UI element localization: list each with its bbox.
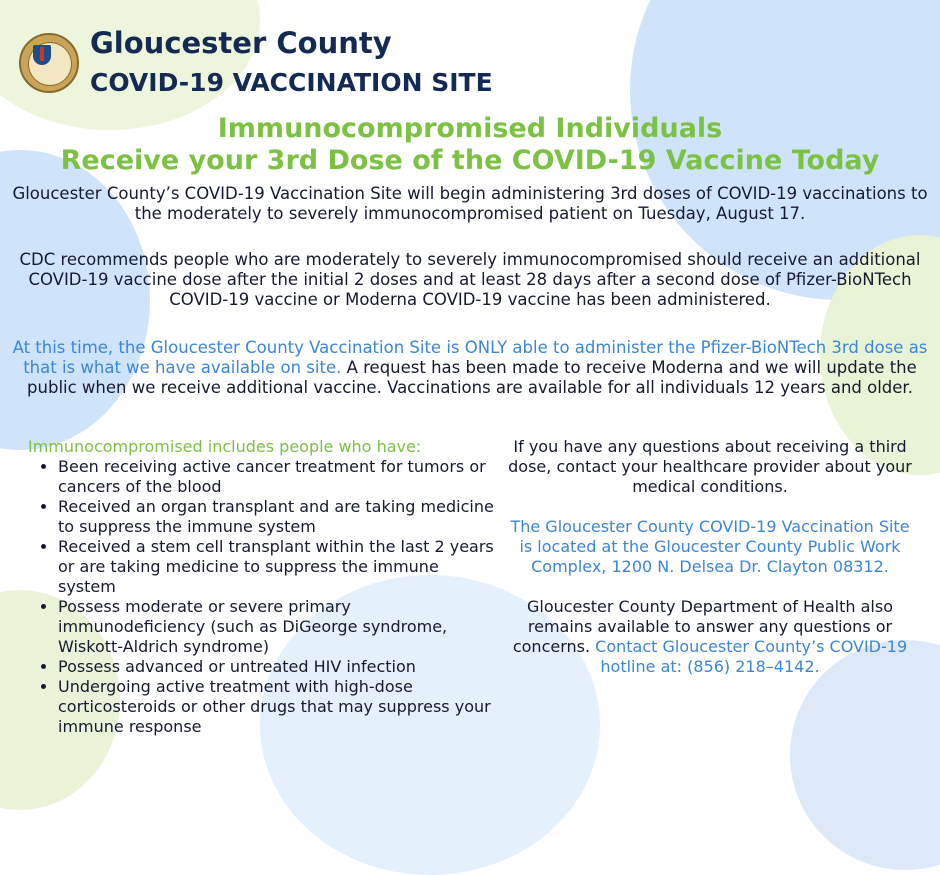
list-item: • Been receiving active cancer treatment for tumors or cancers of the blood	[58, 457, 498, 497]
list-item: • Undergoing active treatment with high-dose corticosteroids or other drugs that may suppress your immune response	[58, 677, 498, 737]
contact-section	[505, 437, 915, 697]
availability-rest: A request has been made to receive Moderna and we will update the public when we receive additional vaccine. Vaccinations are available for all individuals 12 years and older.	[27, 358, 917, 397]
headline-line-1: Immunocompromised Individuals	[217, 113, 723, 144]
criteria-list	[28, 457, 498, 737]
list-lead: Immunocompromised includes people who have:	[28, 437, 422, 456]
location-text: The Gloucester County COVID-19 Vaccination Site is located at the Gloucester County Public Work Complex, 1200 N. Delsea Dr. Clayton 08312.	[510, 517, 910, 576]
availability-highlight: At this time, the Gloucester County Vaccination Site is ONLY able to administer the Pfizer-BioNTech 3rd dose as that is what we have available on site.	[12, 338, 928, 377]
list-item: • Received a stem cell transplant within the last 2 years or are taking medicine to suppress the immune system	[58, 537, 498, 597]
county-seal-icon	[19, 33, 79, 93]
intro-paragraph: Gloucester County’s COVID-19 Vaccination Site will begin administering 3rd doses of COVID-19 vaccinations to the moderately to severely immunocompromised patient on Tuesday, August 17.	[12, 184, 928, 223]
immunocompromised-list-section	[28, 437, 498, 737]
health-dept-statement: Gloucester County Department of Health also remains available to answer any questions or concerns.	[512, 597, 893, 656]
hotline-text: Contact Gloucester County’s COVID-19 hotline at: (856) 218–4142.	[595, 637, 908, 676]
health-dept-text	[505, 597, 915, 677]
cdc-paragraph: CDC recommends people who are moderately to severely immunocompromised should receive an additional COVID-19 vaccine dose after the initial 2 doses and at least 28 days after a second dose of Pfizer-BioNTech COVID-19 vaccine or Moderna COVID-19 vaccine has been administered.	[19, 250, 921, 309]
county-title: Gloucester County	[90, 26, 392, 60]
availability-paragraph	[10, 338, 930, 398]
list-item: • Possess advanced or untreated HIV infection	[58, 657, 498, 677]
headline-line-2: Receive your 3rd Dose of the COVID-19 Vaccine Today	[60, 145, 880, 176]
list-item: • Received an organ transplant and are taking medicine to suppress the immune system	[58, 497, 498, 537]
questions-text: If you have any questions about receiving a third dose, contact your healthcare provider about your medical conditions.	[508, 437, 912, 496]
seal-cross	[40, 47, 44, 61]
list-item: • Possess moderate or severe primary immunodeficiency (such as DiGeorge syndrome, Wiskott-Aldrich syndrome)	[58, 597, 498, 657]
site-subtitle: COVID-19 VACCINATION SITE	[90, 68, 493, 97]
